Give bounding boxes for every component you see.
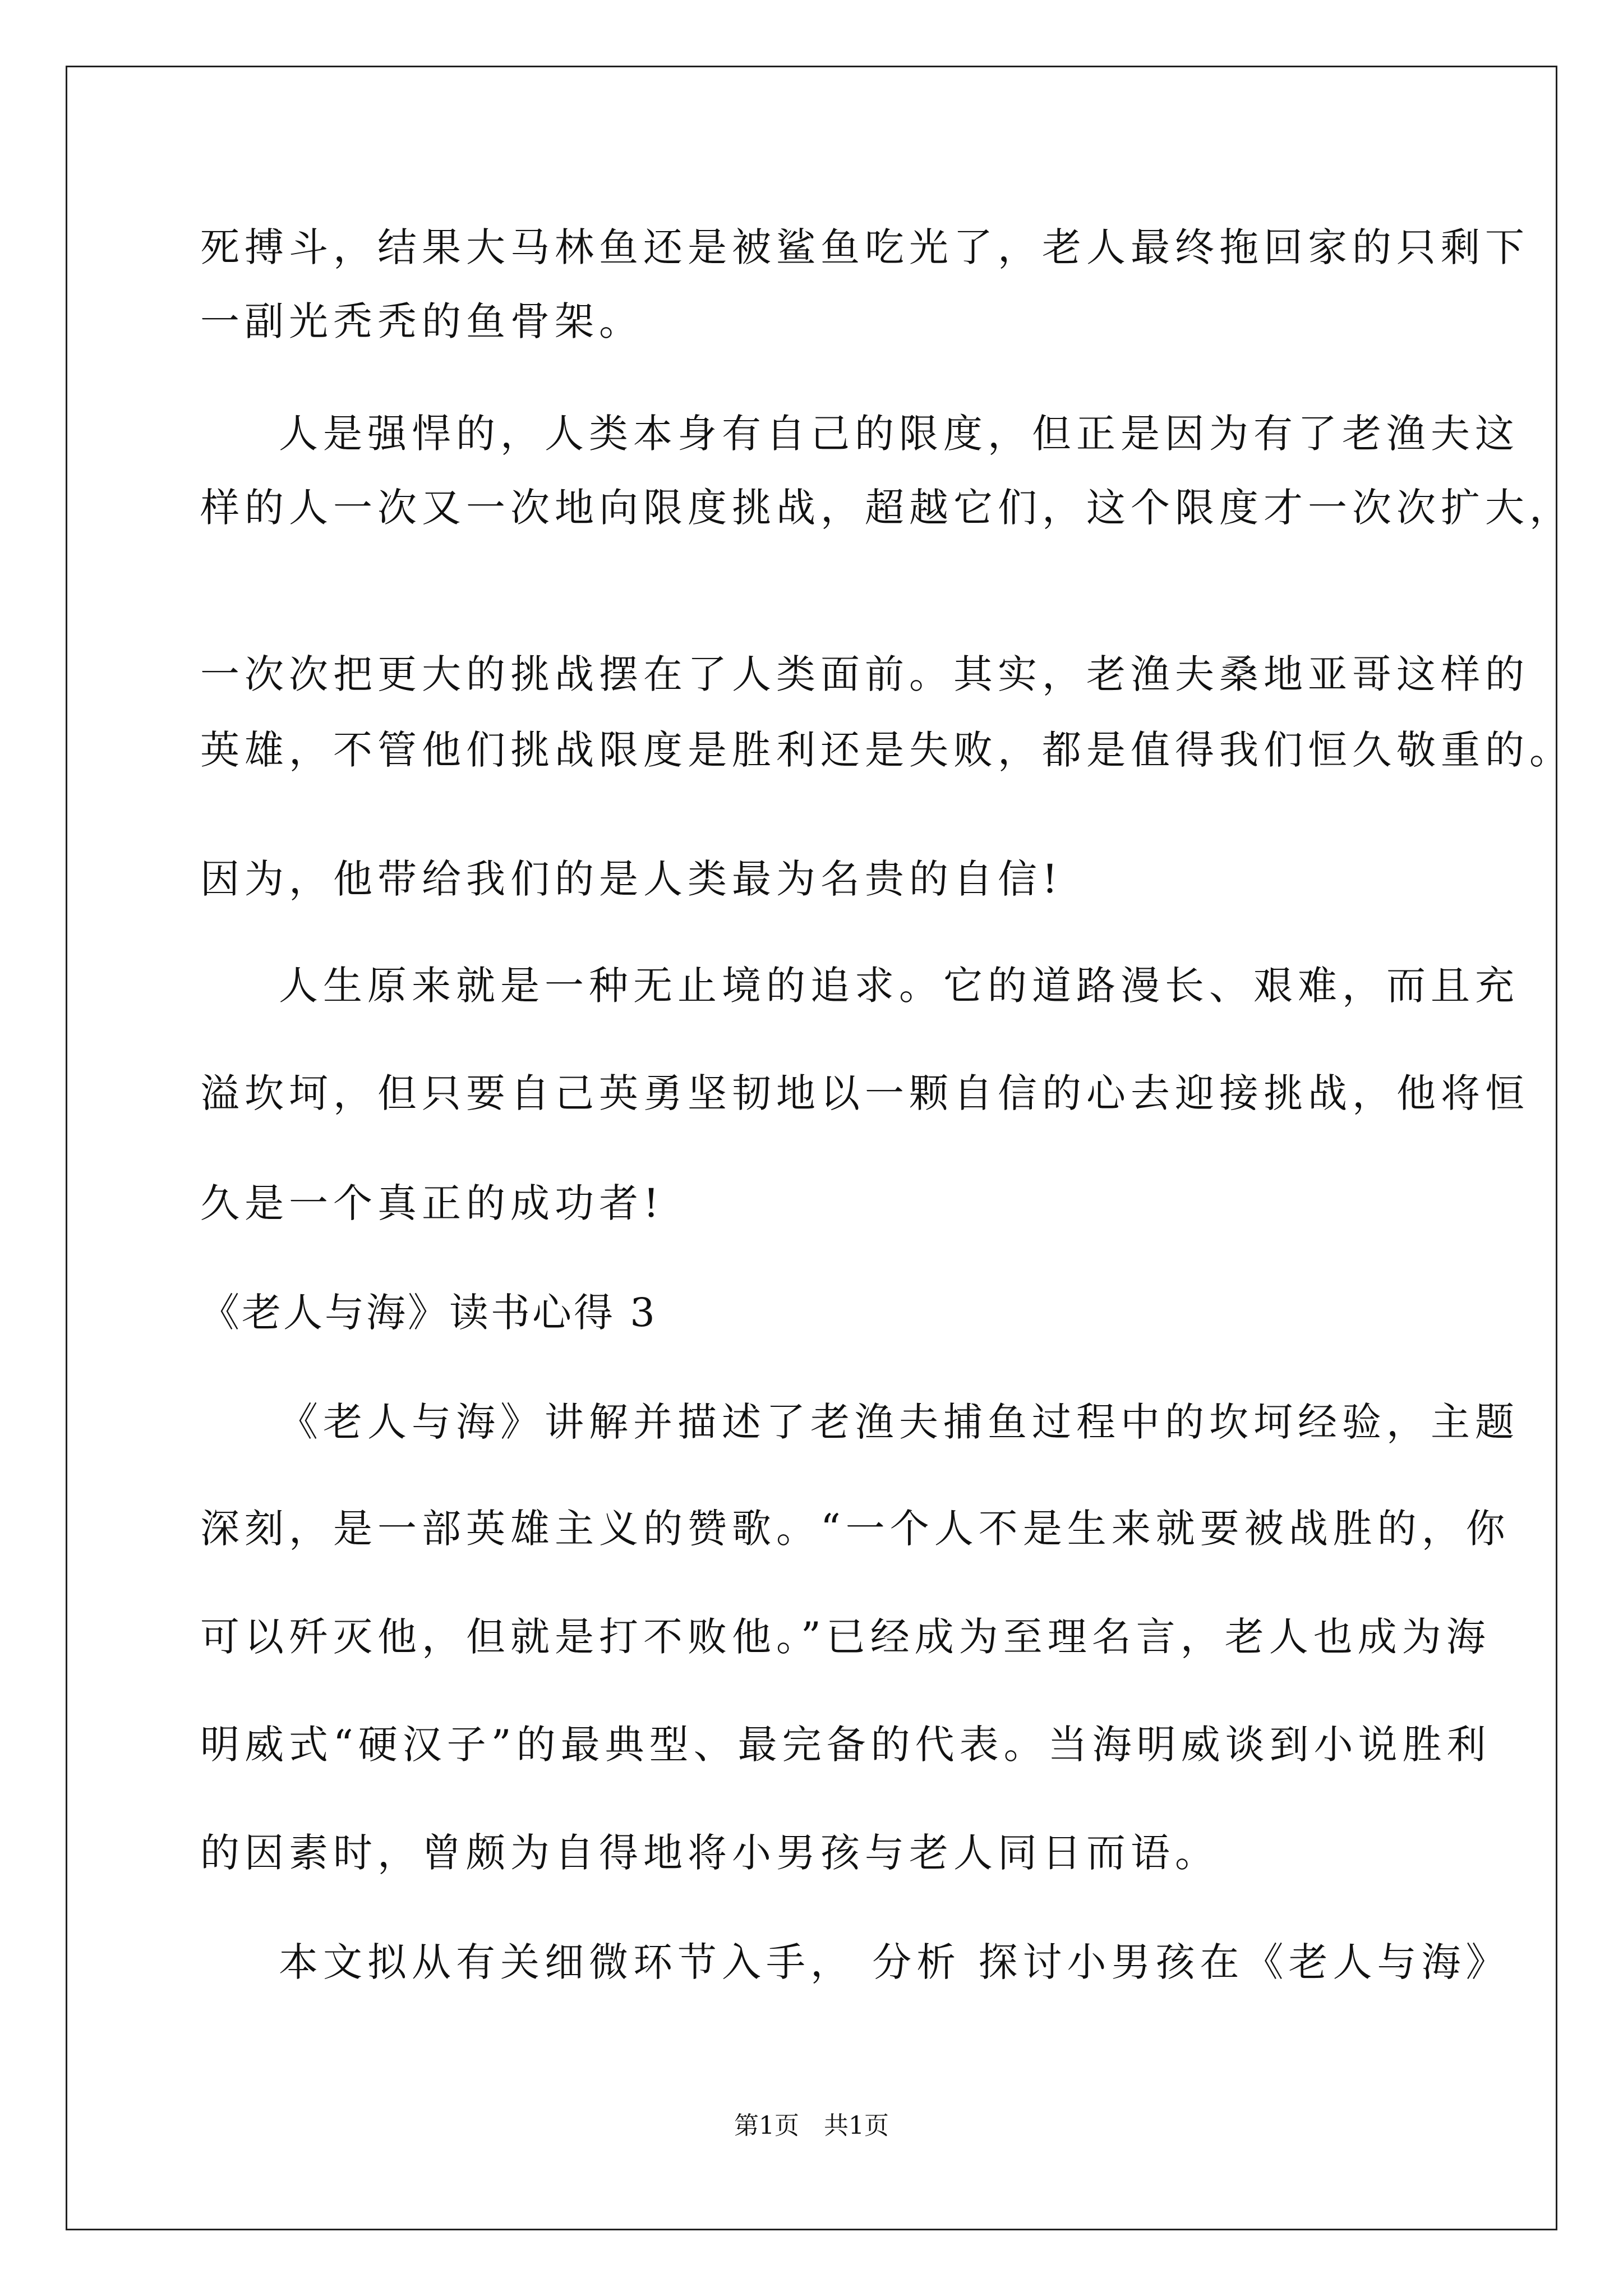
text-line: 溢坎坷，但只要自己英勇坚韧地以一颗自信的心去迎接挑战，他将恒 [200, 1070, 1529, 1116]
text-line: 人是强悍的，人类本身有自己的限度，但正是因为有了老渔夫这 [279, 411, 1519, 457]
text-line: 死搏斗，结果大马林鱼还是被鲨鱼吃光了，老人最终拖回家的只剩下 [200, 224, 1529, 270]
text-line: 《老人与海》讲解并描述了老渔夫捕鱼过程中的坎坷经验，主题 [279, 1399, 1519, 1445]
text-line: 明威式“硬汉子”的最典型、最完备的代表。当海明威谈到小说胜利 [200, 1722, 1491, 1768]
text-line: 的因素时，曾颇为自得地将小男孩与老人同日而语。 [200, 1830, 1219, 1876]
text-line: 可以歼灭他，但就是打不败他。”已经成为至理名言，老人也成为海 [200, 1614, 1491, 1660]
text-line: 因为，他带给我们的是人类最为名贵的自信! [200, 856, 1063, 902]
text-line: 英雄，不管他们挑战限度是胜利还是失败，都是值得我们恒久敬重的。 [200, 727, 1574, 773]
text-line: 样的人一次又一次地向限度挑战，超越它们，这个限度才一次次扩大， [200, 485, 1574, 531]
text-line: 一副光秃秃的鱼骨架。 [200, 298, 643, 344]
text-line: 本文拟从有关细微环节入手， 分析 探讨小男孩在《老人与海》 [279, 1939, 1510, 1985]
text-line: 深刻，是一部英雄主义的赞歌。“一个人不是生来就要被战胜的，你 [200, 1506, 1510, 1552]
page-border [66, 66, 1557, 2230]
section-heading: 《老人与海》读书心得 3 [200, 1290, 657, 1336]
text-line: 一次次把更大的挑战摆在了人类面前。其实，老渔夫桑地亚哥这样的 [200, 651, 1529, 697]
page-footer: 第1页 共1页 [734, 2111, 889, 2140]
text-line: 人生原来就是一种无止境的追求。它的道路漫长、艰难，而且充 [279, 963, 1519, 1009]
text-line: 久是一个真正的成功者! [200, 1180, 665, 1226]
